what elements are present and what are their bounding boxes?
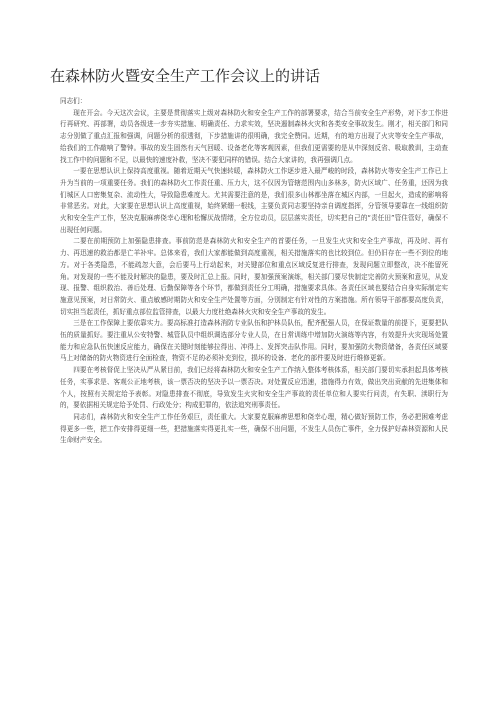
salutation: 同志们： [60, 97, 87, 105]
paragraph-closing: 同志们，森林防火和安全生产工作任务艰巨，责任重大。大家要克服麻痹思想和侥幸心理，精心做好预防工作，务必把困难考虑得更多一些，把工作安排得更细一些，把措施落实得更扎实一些，确保不出问题，不发生人员伤亡事件，全力保护好森林资源和人民生命财产安全。 [60, 412, 448, 445]
paragraph-point-one: 一要在思想认识上保持高度重视。随着近期天气快速转暖，森林防火工作逐步进入最严峻的时段，森林防火等安全生产工作已上升为当前的一项重要任务。我们的森林防火工作责任重、压力大，这不仅因为管辖范围内山多林多，防火区域广、任务重，还因为我们城区人口密集复杂、流动性大，导致隐患难度大。尤其需要注意的是，我们很多山林都坐落在城区内部，一旦起火，造成的影响将非常恶劣。对此，大家要在思想认识上高度重视，始终紧绷一根线，主要负责同志要坚持亲自调度指挥，分管领导要靠在一线组织防火和安全生产工作，坚决克服麻痹侥幸心理和松懈厌战情绪，全方位动员，层层落实责任，切实把自己的“责任田”管住管好，确保不出现任何问题。 [60, 167, 448, 234]
document-body [60, 96, 448, 447]
paragraph-point-three: 三是在工作保障上要依靠实力。要高标准打造森林消防专业队伍和护林员队伍，配齐配强人员，在保证数量的前提下，更要把队伍的质量抓好。要注重从公安特警、城管队员中组织调选部分专业人员，在日常训练中增加防火演练等内容，有效提升火灾现场处置能力和应急队伍快速反应能力，确保在关键时刻能够拉得出、冲得上、发挥突击队作用。同时，要加强防火物资储备，各责任区域要马上对储备的防火物资进行全面检查，物资不足的必须补充到位，损坏的设备、老化的部件要及时进行维修更新。 [60, 319, 448, 363]
paragraph-opening: 现在开会。今天这次会议，主要是贯彻落实上级对森林防火和安全生产工作的部署要求，结合当前安全生产形势，对下步工作进行再研究、再部署，动员各级进一步夯实措施、明确责任、力求实效，坚决遏制森林火灾和各类安全事故发生。刚才，相关部门和同志分别做了重点汇报和强调，问题分析的很透彻，下步措施讲的很明确，我完全赞同。近期，有的地方出现了火灾等安全生产事故，给我们的工作敲响了警钟。事故的发生固然有天气回暖、设备老化等客观因素，但我们更需要的是从中深刻反省、吸取教训，主动查找工作中的问题和不足，以最快的速度补救，坚决不要犯同样的错误。结合大家讲的，我再强调几点。 [60, 108, 448, 164]
paragraph-point-four: 四要在考核督促上坚决从严从紧目前，我们已经将森林防火和安全生产工作纳入整体考核体系，相关部门要切实承担起具体考核任务，实事求是、客观公正地考核，该一票否决的坚决予以一票否决。对处置反应迅速，措施得力有效，做出突出贡献的先进集体和个人，按照有关规定给予表彰。对隐患排查不彻底，导致发生火灾和安全生产事故的责任单位和人要实行问责，有失职、渎职行为的，要依据相关规定给予处罚、行政处分；构成犯罪的，依法追究刑事责任。 [60, 366, 448, 410]
paragraph-point-two: 二要在前期预防上加强隐患排查。事前防范是森林防火和安全生产的首要任务，一旦发生火灾和安全生产事故，再及时、再有力、再迅速的救治都是亡羊补牢。总体来看，我们大家都能做到高度重视，相关措施落实的也比较到位。但仍旧存在一些不到位的地方。对于各类隐患，不能疏忽大意，会后要马上行动起来，对关键部位和重点区域反复进行排查，发现问题立即整改，决不能留死角。对发现的一些不能及时解决的隐患，要及时汇总上报。同时，要加强预案演练，相关部门要尽快制定完善防火预案和意见，从发现、报警、组织救治、善后处理、后勤保障等各个环节，都做到责任分工明确，措施要求具体。各责任区域也要结合自身实际制定实施意见预案，对日常防火、重点敏感时期防火和安全生产处置等方面，分别制定有针对性的方案措施。所有领导干部都要高度负责，切实担当起责任，抓好重点部位监管排查，以最大力度杜绝森林火灾和安全生产事故的发生。 [60, 237, 448, 316]
document-title: 在森林防火暨安全生产工作会议上的讲话 [50, 67, 321, 85]
